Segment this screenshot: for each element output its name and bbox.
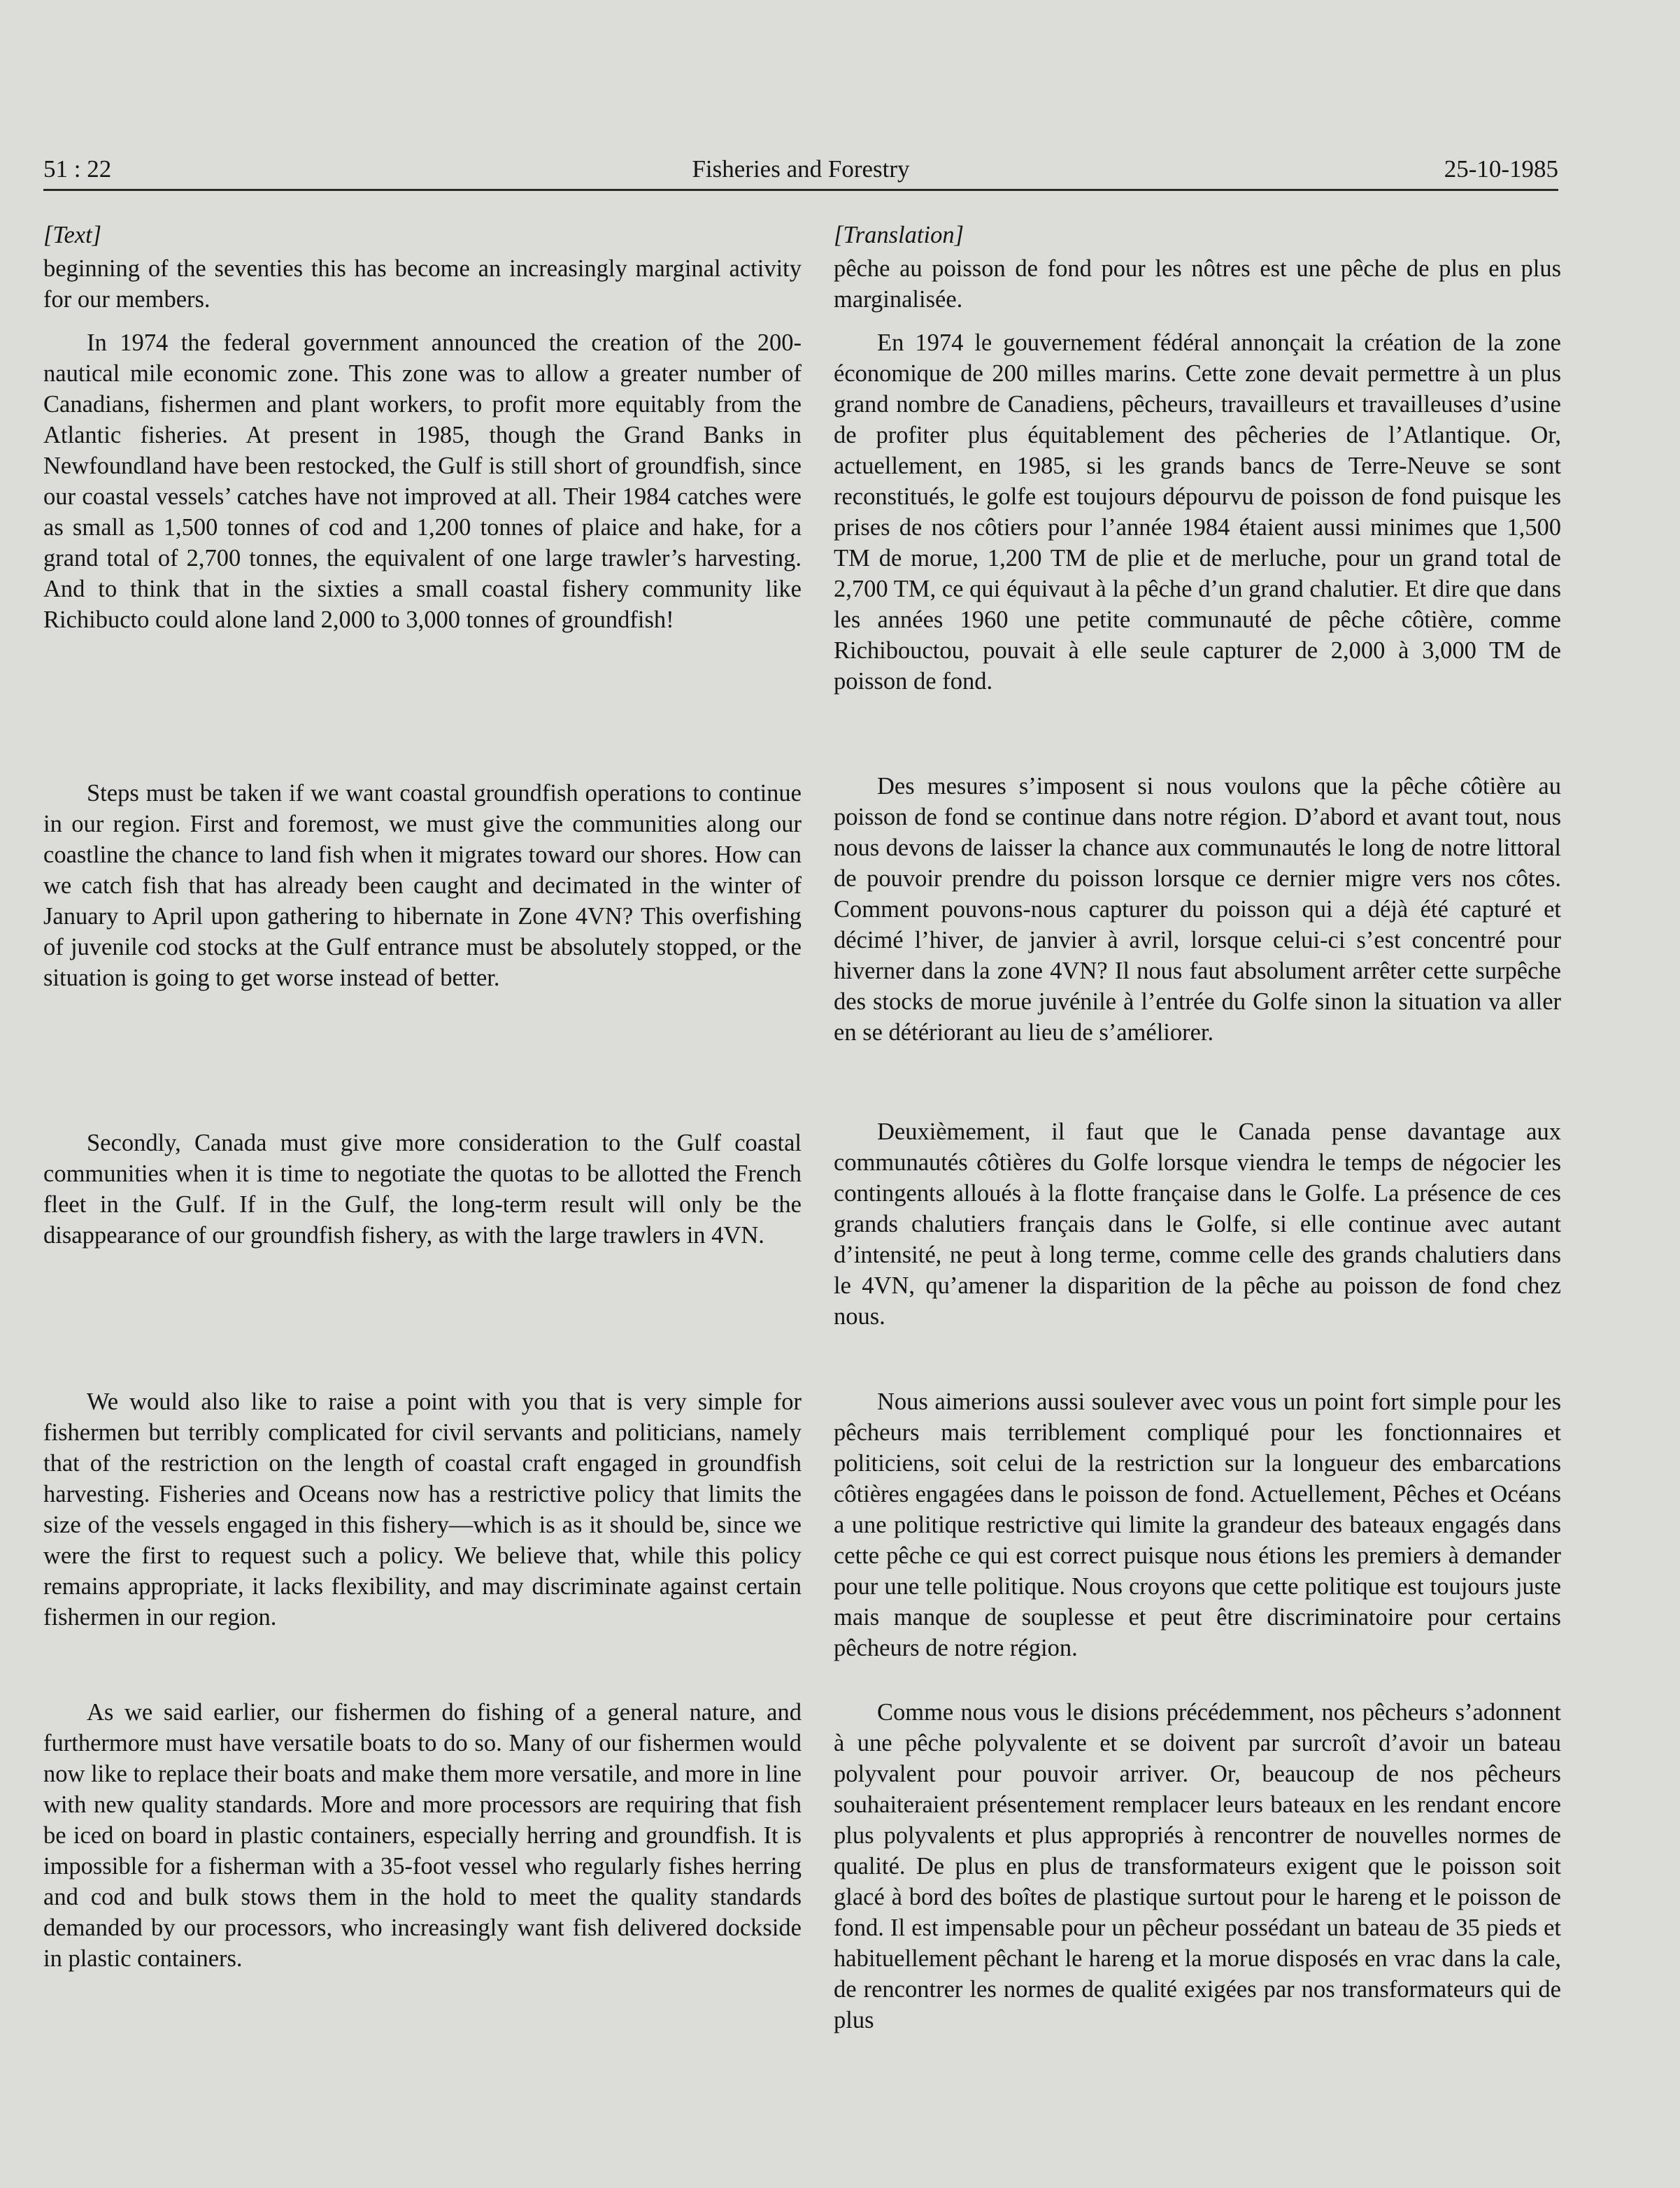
english-paragraph: In 1974 the federal government announced the creation of the 200-nautical mile economic zone. This zone was to allow a greater number of Canadians, fishermen and plant workers, to profit more equitably from the Atlantic fisheries. At present in 1985, though the Grand Banks in Newfoundland have been restocked, the Gulf is still short of groundfish, since our coastal vessels’ catches have not improved at all. Their 1984 catches were as small as 1,500 tonnes of cod and 1,200 tonnes of plaice and hake, for a grand total of 2,700 tonnes, the equivalent of one large trawler’s harvesting. And to think that in the sixties a small coastal fishery community like Richibucto could alone land 2,000 to 3,000 tonnes of groundfish! (43, 329, 802, 633)
french-paragraph: pêche au poisson de fond pour les nôtres est une pêche de plus en plus marginalisée. (834, 255, 1561, 313)
page-number: 51 : 22 (43, 155, 112, 183)
issue-date: 25-10-1985 (1444, 155, 1558, 183)
french-paragraph: Nous aimerions aussi soulever avec vous un point fort simple pour les pêcheurs mais terriblement compliqué pour les fonctionnaires et politiciens, soit celui de la restriction sur la longueur des embarcations côtières engagées dans le poisson de fond. Actuellement, Pêches et Océans a une politique restrictive qui limite la grandeur des bateaux engagés dans cette pêche ce qui est correct puisque nous étions les premiers à demander pour une telle politique. Nous croyons que cette politique est toujours juste mais manque de souplesse et peut être discriminatoire pour certains pêcheurs de notre région. (834, 1388, 1561, 1661)
french-paragraph: Comme nous vous le disions précédemment, nos pêcheurs s’adonnent à une pêche polyvalente et se doivent par surcroît d’avoir un bateau polyvalent pour pouvoir arriver. Or, beaucoup de nos pêcheurs souhaiteraient présentement remplacer leurs bateaux en les rendant encore plus polyvalents et plus appropriés à rencontrer de nouvelles normes de qualité. De plus en plus de transformateurs exigent que le poisson soit glacé à bord des boîtes de plastique surtout pour le hareng et le poisson de fond. Il est impensable pour un pêcheur possédant un bateau de 35 pieds et habituellement pêchant le hareng et la morue disposés en vrac dans la cale, de rencontrer les normes de qualité exigées par nos transformateurs qui de plus (834, 1699, 1561, 2033)
english-paragraph: Steps must be taken if we want coastal groundfish operations to continue in our region. First and foremost, we must give the communities along our coastline the chance to land fish when it migrates toward our shores. How can we catch fish that has already been caught and decimated in the winter of January to April upon gathering to hibernate in Zone 4VN? This overfishing of juvenile cod stocks at the Gulf entrance must be absolutely stopped, or the situation is going to get worse instead of better. (43, 780, 802, 991)
french-paragraph: En 1974 le gouvernement fédéral annonçait la création de la zone économique de 200 milles marins. Cette zone devait permettre à un plus grand nombre de Canadiens, pêcheurs, travailleurs et travailleuses d’usine de profiter plus équitablement des pêcheries de l’Atlantique. Or, actuellement, en 1985, si les grands bancs de Terre-Neuve se sont reconstitués, le golfe est toujours dépourvu de poisson de fond puisque les prises de nos côtiers pour l’année 1984 étaient aussi minimes que 1,500 TM de morue, 1,200 TM de plie et de merluche, pour un grand total de 2,700 TM, ce qui équivaut à la pêche d’un grand chalutier. Et dire que dans les années 1960 une petite communauté de pêche côtière, comme Richibouctou, pouvait à elle seule capturer de 2,000 à 3,000 TM de poisson de fond. (834, 329, 1561, 695)
french-paragraph: Des mesures s’imposent si nous voulons que la pêche côtière au poisson de fond se continue dans notre région. D’abord et avant tout, nous nous devons de laisser la chance aux communautés le long de notre littoral de pouvoir prendre du poisson lorsque ce dernier migre vers nos côtes. Comment pouvons-nous capturer du poisson qui a déjà été capturé et décimé l’hiver, de janvier à avril, lorsque celui-ci s’est concentré pour hiverner dans la zone 4VN? Il nous faut absolument arrêter cette surpêche des stocks de morue juvénile à l’entrée du Golfe sinon la situation va aller en se détériorant au lieu de s’améliorer. (834, 773, 1561, 1046)
french-column (834, 214, 1561, 2033)
english-paragraph: As we said earlier, our fishermen do fishing of a general nature, and furthermore must have versatile boats to do so. Many of our fishermen would now like to replace their boats and make them more versatile, and more in line with new quality standards. More and more processors are requiring that fish be iced on board in plastic containers, especially herring and groundfish. It is impossible for a fisherman with a 35-foot vessel who regularly fishes herring and cod and bulk stows them in the hold to meet the quality standards demanded by our processors, who increasingly want fish delivered dockside in plastic containers. (43, 1699, 802, 1972)
french-paragraph: Deuxièmement, il faut que le Canada pense davantage aux communautés côtières du Golfe lorsque viendra le temps de négocier les contingents alloués à la flotte française dans le Golfe. La présence de ces grands chalutiers français dans le Golfe, si elle continue avec autant d’intensité, ne peut à long terme, comme celle des grands chalutiers dans le 4VN, qu’amener la disparition de la pêche au poisson de fond chez nous. (834, 1118, 1561, 1330)
running-head (43, 151, 1558, 187)
english-paragraph: Secondly, Canada must give more consideration to the Gulf coastal communities when it is time to negotiate the quotas to be allotted the French fleet in the Gulf. If in the Gulf, the long-term result will only be the disappearance of our groundfish fishery, as with the large trawlers in 4VN. (43, 1130, 802, 1249)
committee-title: Fisheries and Forestry (692, 155, 910, 183)
english-paragraph: We would also like to raise a point with you that is very simple for fishermen but terribly complicated for civil servants and politicians, namely that of the restriction on the length of coastal craft engaged in groundfish harvesting. Fisheries and Oceans now has a restrictive policy that limits the size of the vessels engaged in this fishery—which is as it should be, since we were the first to request such a policy. We believe that, while this policy remains appropriate, it lacks flexibility, and may discriminate against certain fishermen in our region. (43, 1388, 802, 1631)
english-paragraph: beginning of the seventies this has become an increasingly marginal activity for our members. (43, 255, 802, 313)
column-label-text: [Text] (43, 222, 102, 248)
column-label-translation: [Translation] (834, 222, 964, 248)
english-column (43, 214, 802, 1972)
header-divider (43, 189, 1558, 191)
